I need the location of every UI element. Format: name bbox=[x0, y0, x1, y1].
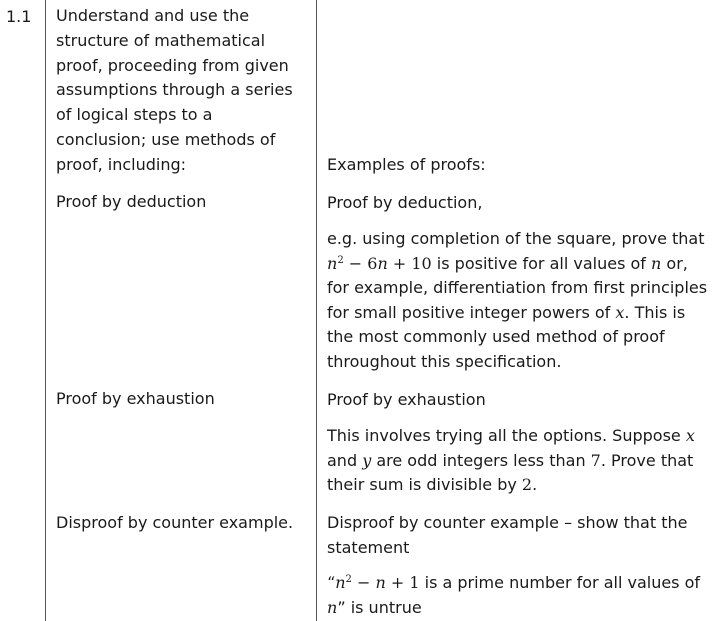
disproof-heading: Disproof by counter example – show that the statement bbox=[327, 513, 688, 557]
number-two: 2 bbox=[521, 475, 533, 495]
exhaustion-text-5: . bbox=[532, 475, 538, 495]
expr-n-second: n bbox=[375, 573, 386, 592]
deduction-text-3: or, for example, differentiation from first principles for small positive integer powers of bbox=[327, 253, 708, 322]
exhaustion-text-1: This involves trying all the options. Suppose bbox=[327, 426, 686, 445]
expr-n-second: n bbox=[377, 253, 388, 273]
disproof-statement bbox=[327, 571, 713, 620]
var-y: y bbox=[362, 450, 372, 470]
expr-exponent: 2 bbox=[337, 254, 344, 266]
deduction-example bbox=[327, 227, 713, 375]
disproof-text-1: is a prime number for all values of bbox=[419, 573, 701, 592]
spec-intro-text: Understand and use the structure of mathematical proof, proceeding from given assumptions through a series of logical steps to a conclusion; use methods of proof, including: bbox=[56, 6, 293, 174]
deduction-text-4: . This is the most commonly used method of proof throughout this specification. bbox=[327, 302, 686, 371]
deduction-text-2: is positive for all values of bbox=[431, 253, 651, 273]
expr-minus: − bbox=[351, 573, 376, 592]
examples-heading: Examples of proofs: bbox=[327, 155, 486, 174]
deduction-text-1: e.g. using completion of the square, prove that bbox=[327, 229, 705, 248]
open-quote: “ bbox=[327, 573, 336, 592]
expr-plus-one: + 1 bbox=[385, 573, 420, 592]
var-x: x bbox=[615, 302, 625, 322]
disproof-text-2: ” is untrue bbox=[337, 597, 422, 617]
method-disproof: Disproof by counter example. bbox=[56, 513, 294, 532]
row-number: 1.1 bbox=[6, 7, 32, 26]
exhaustion-text-3: are odd integers less than bbox=[371, 450, 591, 470]
column-divider-right bbox=[316, 0, 317, 621]
column-divider-left bbox=[45, 0, 46, 621]
exhaustion-text-2: and bbox=[327, 450, 363, 470]
expr-n: n bbox=[327, 253, 338, 273]
var-x: x bbox=[685, 426, 695, 445]
deduction-heading: Proof by deduction, bbox=[327, 193, 483, 212]
expr-plus-ten: + 10 bbox=[387, 253, 432, 273]
method-deduction: Proof by deduction bbox=[56, 192, 207, 211]
exhaustion-text-4: . Prove that their sum is divisible by bbox=[327, 450, 694, 495]
exhaustion-heading: Proof by exhaustion bbox=[327, 390, 486, 409]
var-n: n bbox=[327, 597, 338, 617]
expr-n: n bbox=[335, 573, 346, 592]
expr-minus-six: − 6 bbox=[343, 253, 378, 273]
var-n: n bbox=[651, 253, 662, 273]
expr-exponent: 2 bbox=[345, 574, 352, 585]
exhaustion-example bbox=[327, 424, 713, 498]
number-seven: 7 bbox=[590, 450, 601, 470]
method-exhaustion: Proof by exhaustion bbox=[56, 389, 215, 408]
